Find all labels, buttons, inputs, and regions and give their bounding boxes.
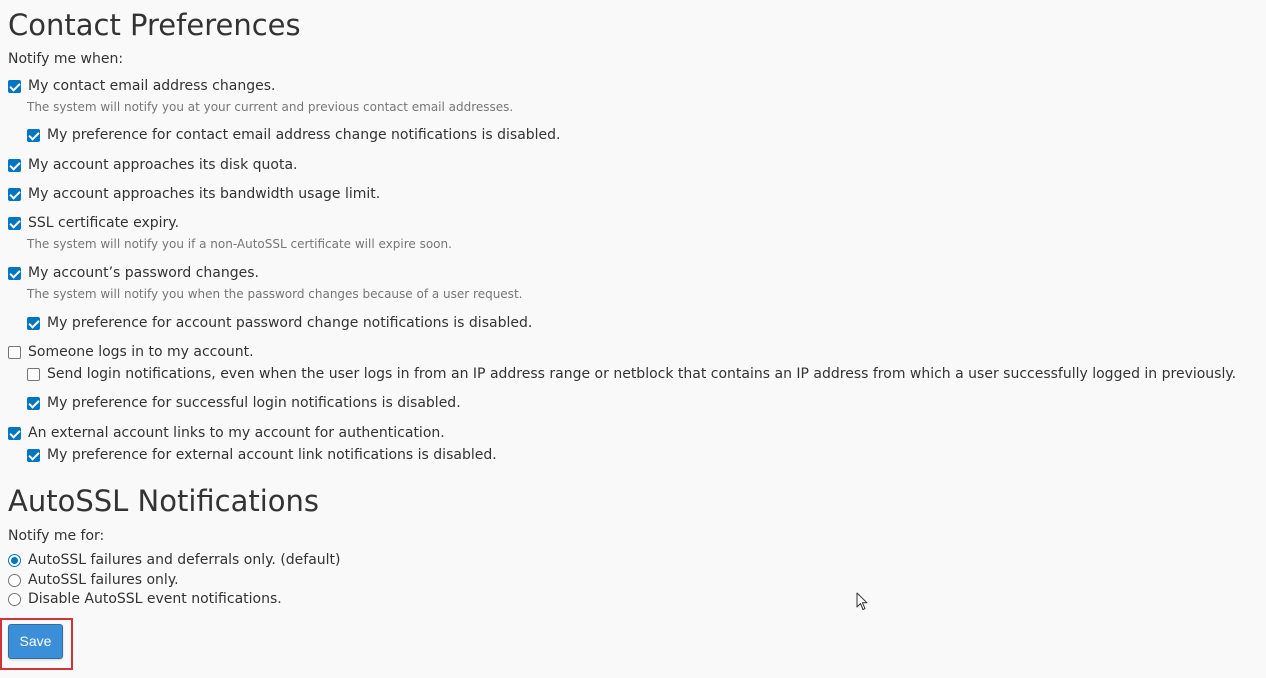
login-send-always-option[interactable] bbox=[27, 365, 1236, 383]
autossl-option-failures-deferrals[interactable] bbox=[8, 551, 341, 569]
autossl-title: AutoSSL Notifications bbox=[8, 484, 320, 518]
autossl-failures-deferrals-radio[interactable] bbox=[8, 554, 21, 567]
autossl-failures-only-label: AutoSSL failures only. bbox=[28, 572, 179, 588]
login-send-always-label: Send login notifications, even when the user logs in from an IP address range or netblock that contains an IP address from which a user successfully logged in previously. bbox=[47, 366, 1237, 382]
disk-quota-label: My account approaches its disk quota. bbox=[28, 157, 298, 173]
email-change-label: My contact email address changes. bbox=[28, 78, 276, 94]
bandwidth-label: My account approaches its bandwidth usage limit. bbox=[28, 186, 381, 202]
login-checkbox[interactable] bbox=[8, 346, 21, 359]
bandwidth-option[interactable] bbox=[8, 185, 380, 203]
contact-preferences-title: Contact Preferences bbox=[8, 8, 301, 42]
email-change-disabled-pref-option[interactable] bbox=[27, 126, 561, 144]
autossl-disable-radio[interactable] bbox=[8, 593, 21, 606]
disk-quota-option[interactable] bbox=[8, 156, 298, 174]
login-send-always-checkbox[interactable] bbox=[27, 368, 40, 381]
save-button[interactable]: Save bbox=[8, 624, 63, 659]
login-disabled-pref-label: My preference for successful login notifications is disabled. bbox=[47, 395, 461, 411]
ssl-expiry-help: The system will notify you if a non-AutoSSL certificate will expire soon. bbox=[27, 237, 452, 251]
autossl-failures-deferrals-label: AutoSSL failures and deferrals only. (default) bbox=[28, 552, 341, 568]
external-link-disabled-pref-label: My preference for external account link notifications is disabled. bbox=[47, 447, 497, 463]
login-disabled-pref-checkbox[interactable] bbox=[27, 397, 40, 410]
autossl-disable-label: Disable AutoSSL event notifications. bbox=[28, 591, 282, 607]
external-link-disabled-pref-option[interactable] bbox=[27, 446, 497, 464]
external-link-label: An external account links to my account for authentication. bbox=[28, 425, 445, 441]
password-change-option[interactable] bbox=[8, 264, 259, 282]
ssl-expiry-label: SSL certificate expiry. bbox=[28, 215, 180, 231]
notify-for-label: Notify me for: bbox=[8, 528, 105, 544]
login-option[interactable] bbox=[8, 343, 254, 361]
password-disabled-pref-label: My preference for account password change notifications is disabled. bbox=[47, 315, 533, 331]
mouse-cursor-icon bbox=[856, 592, 868, 611]
login-disabled-pref-option[interactable] bbox=[27, 394, 461, 412]
password-change-help: The system will notify you when the password changes because of a user request. bbox=[27, 287, 523, 301]
email-change-help: The system will notify you at your current and previous contact email addresses. bbox=[27, 100, 514, 114]
email-change-option[interactable] bbox=[8, 77, 275, 95]
ssl-expiry-option[interactable] bbox=[8, 214, 179, 232]
autossl-option-disable[interactable] bbox=[8, 590, 282, 608]
login-label: Someone logs in to my account. bbox=[28, 344, 254, 360]
email-change-checkbox[interactable] bbox=[8, 80, 21, 93]
autossl-option-failures-only[interactable] bbox=[8, 571, 179, 589]
disk-quota-checkbox[interactable] bbox=[8, 159, 21, 172]
password-change-checkbox[interactable] bbox=[8, 267, 21, 280]
email-change-disabled-pref-label: My preference for contact email address change notifications is disabled. bbox=[47, 127, 561, 143]
password-disabled-pref-option[interactable] bbox=[27, 314, 532, 332]
external-link-disabled-pref-checkbox[interactable] bbox=[27, 449, 40, 462]
bandwidth-checkbox[interactable] bbox=[8, 188, 21, 201]
external-link-option[interactable] bbox=[8, 424, 445, 442]
external-link-checkbox[interactable] bbox=[8, 427, 21, 440]
password-disabled-pref-checkbox[interactable] bbox=[27, 317, 40, 330]
notify-when-label: Notify me when: bbox=[8, 51, 124, 67]
ssl-expiry-checkbox[interactable] bbox=[8, 217, 21, 230]
email-change-disabled-pref-checkbox[interactable] bbox=[27, 129, 40, 142]
autossl-failures-only-radio[interactable] bbox=[8, 574, 21, 587]
password-change-label: My account’s password changes. bbox=[28, 265, 259, 281]
